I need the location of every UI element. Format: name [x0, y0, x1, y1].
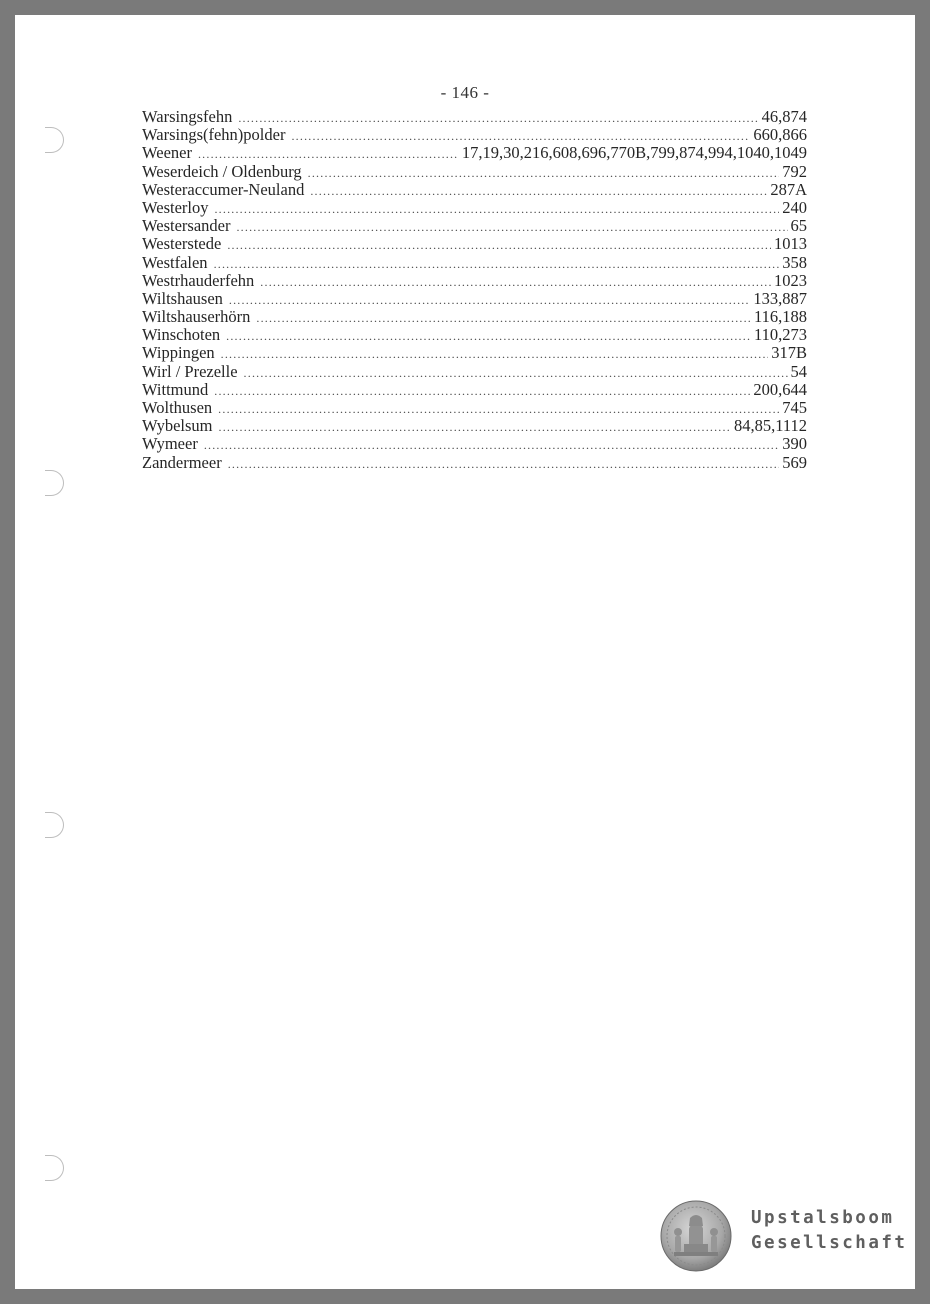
entry-place: Weener [142, 143, 192, 163]
entry-place: Wirl / Prezelle [142, 361, 238, 381]
dot-leader [260, 273, 771, 291]
index-entry [142, 217, 807, 235]
entry-pages: 54 [790, 361, 807, 381]
place-index-list [142, 108, 807, 472]
entry-place: Westrhauderfehn [142, 270, 255, 290]
dot-leader [218, 400, 779, 418]
entry-pages: 1023 [774, 270, 807, 290]
entry-place: Westerloy [142, 197, 209, 217]
entry-place: Wolthusen [142, 398, 213, 417]
index-entry [142, 290, 807, 308]
upstalsboom-stamp [660, 1200, 906, 1276]
dot-leader [308, 164, 780, 182]
index-entry [142, 363, 807, 381]
dot-leader [238, 109, 758, 127]
index-entry [142, 381, 807, 399]
entry-pages: 84,85,1112 [733, 416, 807, 436]
entry-place: Wittmund [142, 379, 209, 399]
index-entry [142, 308, 807, 326]
dot-leader [214, 382, 750, 400]
dot-leader [219, 418, 731, 436]
stamp-line-2: Gesellschaft [751, 1233, 908, 1253]
entry-pages: 569 [782, 452, 807, 472]
entry-pages: 116,188 [753, 307, 807, 327]
dot-leader [228, 455, 780, 473]
punch-hole [45, 1155, 64, 1181]
entry-place: Wippingen [142, 343, 215, 363]
entry-place: Westfalen [142, 252, 208, 272]
entry-pages: 792 [782, 161, 807, 181]
punch-hole [45, 812, 64, 838]
entry-place: Warsingsfehn [142, 107, 233, 126]
dot-leader [214, 255, 780, 273]
dot-leader [198, 145, 459, 163]
dot-leader [229, 291, 750, 309]
dot-leader [204, 436, 779, 454]
entry-place: Wymeer [142, 434, 198, 454]
entry-pages: 287A [770, 179, 807, 199]
dot-leader [310, 182, 767, 200]
dot-leader [221, 345, 769, 363]
entry-place: Westerstede [142, 234, 222, 254]
index-entry [142, 272, 807, 290]
entry-pages: 317B [771, 343, 807, 363]
entry-place: Warsings(fehn)polder [142, 125, 286, 145]
index-entry [142, 417, 807, 435]
page-number: - 146 - [440, 83, 490, 102]
index-entry [142, 399, 807, 417]
index-entry [142, 435, 807, 453]
entry-pages: 1013 [774, 234, 807, 254]
entry-pages: 17,19,30,216,608,696,770B,799,874,994,1040,1049 [461, 143, 807, 163]
index-entry [142, 181, 807, 199]
index-entry [142, 199, 807, 217]
entry-pages: 65 [790, 216, 807, 236]
dot-leader [236, 218, 787, 236]
entry-pages: 46,874 [761, 107, 807, 126]
entry-place: Zandermeer [142, 452, 222, 472]
document-page [15, 15, 915, 1289]
entry-place: Wiltshausen [142, 288, 223, 308]
entry-pages: 745 [782, 398, 807, 417]
entry-pages: 240 [782, 197, 807, 217]
index-entry [142, 235, 807, 253]
dot-leader [256, 309, 751, 327]
index-entry [142, 108, 807, 126]
entry-place: Wybelsum [142, 416, 213, 436]
entry-pages: 200,644 [753, 379, 807, 399]
dot-leader [227, 236, 771, 254]
index-entry [142, 144, 807, 162]
index-entry [142, 163, 807, 181]
entry-place: Winschoten [142, 325, 221, 345]
dot-leader [214, 200, 779, 218]
entry-pages: 390 [782, 434, 807, 454]
stamp-text [751, 1206, 907, 1256]
dot-leader [226, 327, 751, 345]
index-entry [142, 126, 807, 144]
stamp-line-1: Upstalsboom [751, 1208, 895, 1228]
punch-hole [45, 127, 64, 153]
entry-pages: 133,887 [753, 288, 807, 308]
entry-place: Westersander [142, 216, 231, 236]
entry-pages: 110,273 [753, 325, 807, 345]
entry-place: Westeraccumer-Neuland [142, 179, 305, 199]
index-entry [142, 344, 807, 362]
entry-place: Wiltshauserhörn [142, 307, 251, 327]
punch-hole [45, 470, 64, 496]
index-entry [142, 254, 807, 272]
dot-leader [244, 364, 788, 382]
index-entry [142, 454, 807, 472]
index-entry [142, 326, 807, 344]
entry-pages: 660,866 [753, 125, 807, 145]
seal-icon [660, 1200, 732, 1272]
entry-pages: 358 [782, 252, 807, 272]
entry-place: Weserdeich / Oldenburg [142, 161, 302, 181]
